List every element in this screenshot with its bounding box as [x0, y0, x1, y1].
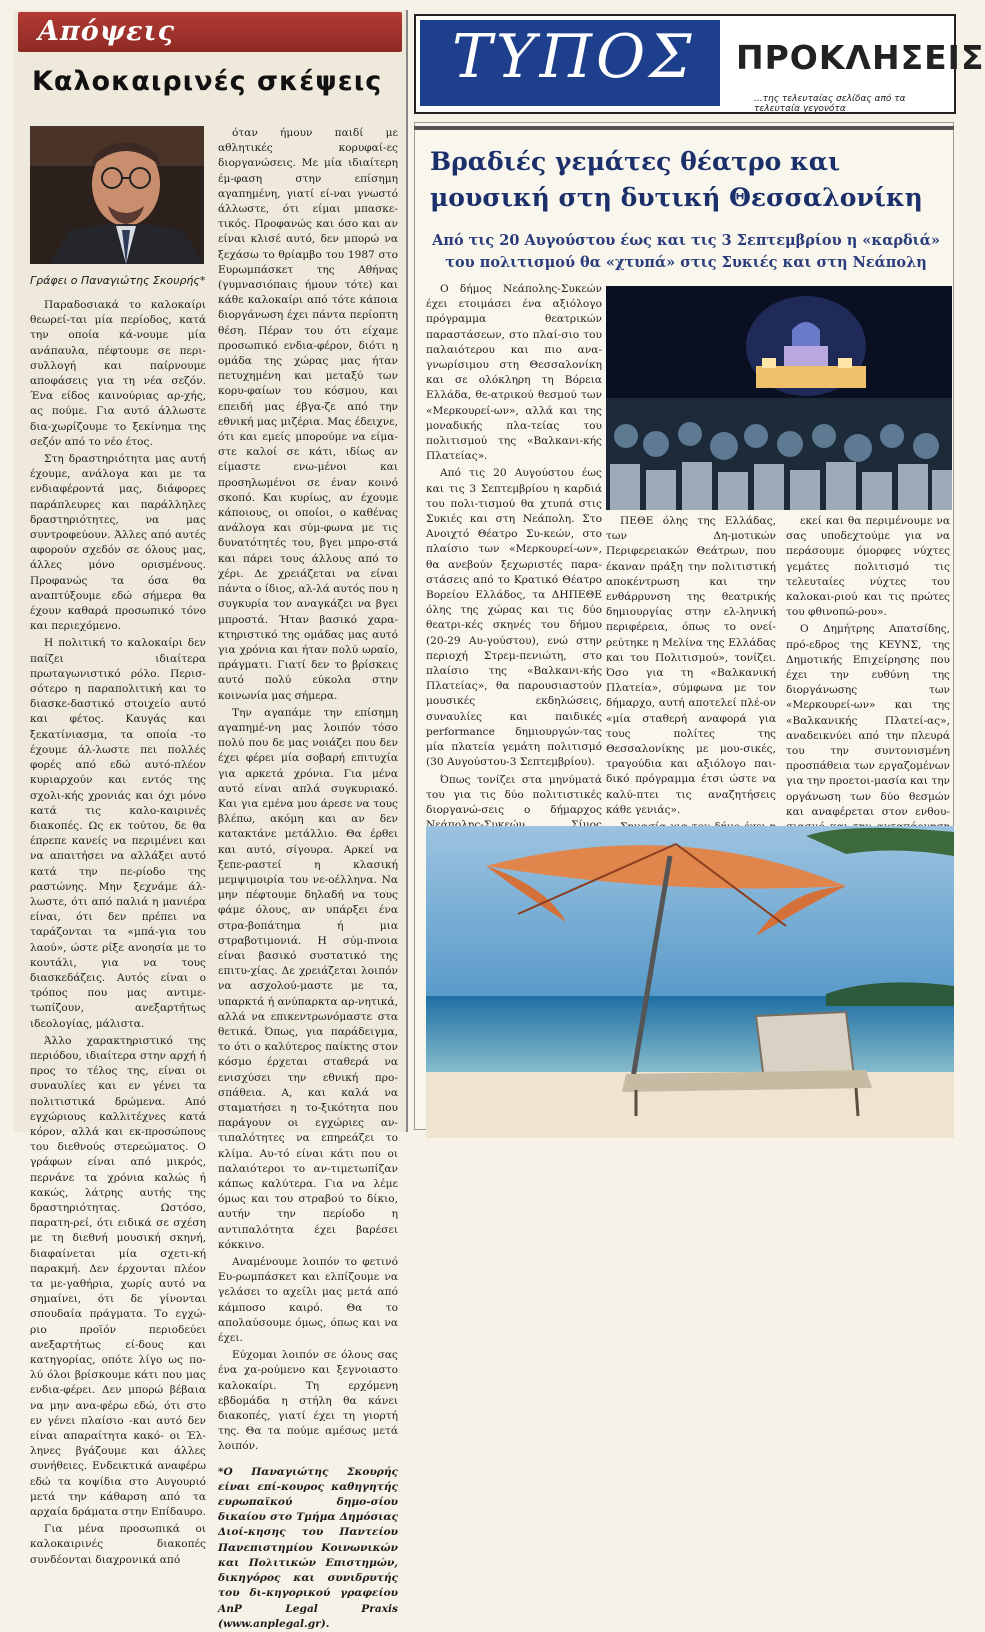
paragraph: Εύχομαι λοιπόν σε όλους σας ένα χα-ρούμενο και ξεγνοιαστο καλοκαίρι. Τη ερχόμενη εβδομάδα η στήλη θα κάνει διακοπές, γιατί έχει τη γιορτή της. Θα τα πούμε αμέσως μετά λοιπόν. — [218, 1349, 398, 1453]
opinion-text-column-2 — [218, 126, 398, 1630]
opinion-title: Καλοκαιρινές σκέψεις — [32, 66, 383, 97]
article-column-1 — [426, 282, 602, 816]
byline: Γράφει ο Παναγιώτης Σκουρής* — [30, 274, 206, 287]
article-column-3 — [786, 514, 950, 818]
paragraph: ΠΕΘΕ όλης της Ελλάδας, των Δη-μοτικών Περιφερειακών Θεάτρων, που έκαναν πράξη την πολιτιστική αποκέντρωση και την ενθάρρυνση της θεατρικής δημιουργίας στην ελ-ληνική περιφέρεια, όπως το ονεί-ρεύτηκε η Μελίνα της Ελλάδας και του Πολιτισμού», τονίζει. Όσο για τη «Βαλκανική Πλατεία», σύμφωνα με τον δήμαρχο, αυτή αποτελεί πλέ-ον «μία σταθερή αναφορά για τους πολίτες της Θεσσαλονίκης με μου-σικές, τραγούδια και αξιόλογο παι-δικό πρόγραμμα έτσι ώστε να καλύ-πτει τις αναζητήσεις κάθε γενιάς». — [606, 515, 776, 816]
beach-umbrella-photo — [426, 826, 954, 1138]
paragraph: Η πολιτική το καλοκαίρι δεν παίζει ιδιαίτερα πρωταγωνιστικό ρόλο. Περισ-σότερο η παραπολιτική και το διασκε-δαστικό στοιχείο αυτό και φέτος. Καυγάς και ξεκατίνιασμα, τα οποία -το έχουμε άλ-λωστε πει πολλές φορές από εδώ αυτό-πλέον κυριαρχούν και εντός της σχολι-κής χρονιάς και όχι μόνο κατά τις καλο-καιρινές διακοπές. Ως εκ τούτου, δε θα έπρεπε κανείς να περιμένει και να απαιτήσει να αλλάξει αυτό κατά την πε-ρίοδο της ραστώνης. Μην ξεχνάμε άλ-λωστε, ότι από παλιά η μανιέρα είναι, ότι δεν πρέπει να ταράζονται τα «μπά-για του λαού», ώστε ρίξε ανοησία με το κουτάλι, για να τους διασκεδάζεις. Αυτός είναι ο τρόπος που μας αντιμε-τωπίζουν, ανεξαρτήτως ιδεολογίας, μάλιστα. — [30, 637, 206, 1030]
author-note: *Ο Παναγιώτης Σκουρής είναι επί-κουρος καθηγητής ευρωπαϊκού δημο-σίου δικαίου στο Τμήμα Δημόσιας Διοί-κησης του Παντείου Πανεπιστημίου Κοινωνικών και Πολιτικών Επιστημών, δικηγόρος και συνιδρυτής του δι-κηγορικού γραφείου AnP Legal Praxis (www.anplegal.gr). — [218, 1465, 398, 1630]
paragraph: Παραδοσιακά το καλοκαίρι θεωρεί-ται μία περίοδος, κατά την οποία κά-νουμε μία ανάπαυλα, πέφτουμε σε περι-συλλογή και παίρνουμε αποφάσεις για τη νέα σεζόν. Ένα είδος καινούριας αρ-χής, ας πούμε. Για αυτό άλλωστε δια-χωρίζουμε το ξεκίνημα της σεζόν από το νέο έτος. — [30, 299, 206, 448]
divider — [414, 126, 954, 130]
paragraph: Ο δήμος Νεάπολης-Συκεών έχει ετοιμάσει ένα αξιόλογο πρόγραμμα θεατρικών παραστάσεων, στο πλαί-σιο του παλαιότερου και πιο ανα-γνωρίσιμου στη Θεσσαλονίκη και σε ολόκληρη τη Βόρεια Ελλάδα, θε-ατρικού θεσμού των «Μερκουρεί-ων», αλλά και της μοναδικής πλα-τείας του πολιτισμού της «Βαλκανι-κής Πλατείας». — [426, 283, 602, 463]
concert-photo — [606, 286, 952, 510]
paragraph: Όπως τονίζει στα μηνύματά του για τις δύο πολιτιστικές διοργανώ-σεις ο δήμαρχος — [426, 773, 602, 816]
beach-illustration — [426, 826, 954, 1138]
masthead-logo: ΤΥΠΟΣ — [452, 22, 696, 92]
paragraph: όταν ήμουν παιδί με αθλητικές κορυφαί-ες διοργανώσεις. Με μία ιδιαίτερη έμ-φαση στην επίσημη αγαπημένη, γιατί εί-ναι γνωστό άλλωστε, ότι είμαι μπασκε-τικός. Προφανώς και όσο και αν είναι κλισέ αυτό, δεν μπορώ να ξεχάσω το θρίαμβο του 1987 στο Ευρωμπάσκετ της Αθήνας (γυμνασιόπαις ήμουν τότε) και κάθε καλοκαίρι από τότε κάποια διοργάνωση έχει πάντα περίοπτη θέση. Πέραν του ότι είχαμε προσωπικό ενδια-φέρον, διότι η ομάδα της χώρας μας ήταν πετυχημένη και μεταξύ των κορυ-φαίων του κόσμου, και επειδή μας έβγα-ζε από την εθνική μας μιζέρια. Μας έδειχνε, ότι και εμείς μπορούμε να είμα-στε καλοί σε κάτι, ιδίως αν είμαστε ενω-μένοι και προσηλωμένοι σε έναν κοινό σκοπό. Και κυρίως, αν έχουμε κάποιους, οι οποίοι, ο καθένας ανάλογα και σύμ-φωνα με τις δυνατότητές του, βγει μπρο-στά και πάρει τους άλλους από το χέρι. Δε χρειάζεται να είναι πάντα ο ίδιος, αλ-λά αυτός που η συγκυρία τον αναγκάζει να βγει μπροστά. Ήταν βασικό χαρα-κτηριστικό της ομάδας μας αυτό για χρόνια και ήταν πολύ ωραίο, πράγματι. Γιατί δεν το βρίσκεις αυτό πολύ εύκολα στην κοινωνία μας σήμερα. — [218, 127, 398, 702]
concert-illustration — [606, 286, 952, 510]
article-column-2 — [606, 514, 776, 816]
author-portrait — [30, 126, 204, 264]
paragraph: Αναμένουμε λοιπόν το φετινό Ευ-ρωμπάσκετ και ελπίζουμε να γελάσει το αχείλι μας μετά από κάμποσο καιρό. Θα το απολαύσουμε όμως, όπως και να έχει. — [218, 1256, 398, 1345]
news-section — [414, 10, 985, 1132]
masthead-tagline: ...της τελευταίας σελίδας από τα τελευταία γεγονότα — [754, 94, 906, 114]
author-photo-illustration — [30, 126, 204, 264]
masthead — [414, 14, 985, 114]
section-label: Απόψεις — [38, 16, 176, 47]
paragraph: Ο Δημήτρης Απατσίδης, πρό-εδρος της ΚΕΥΝΣ, της Δημοτικής Επιχείρησης που έχει την ευθύνη της διοργάνωσης των «Μερκουρεί-ων» και της «Βαλκανικής Πλατεί-ας», αναδεικνύει από την πλευρά του την συντονισμένη προσπάθεια των εργαζομένων για την προετοι-μασία και την οργάνωση των δύο θεσμών και αναφέρεται στον ενθου- — [786, 623, 950, 818]
paragraph: Για μένα προσωπικά οι καλοκαιρινές διακοπές συνδέονται διαχρονικά από — [30, 1523, 206, 1566]
article-headline: Βραδιές γεμάτες θέατρο και μουσική στη δυτική Θεσσαλονίκη — [430, 147, 923, 212]
article-subhead: Από τις 20 Αυγούστου έως και τις 3 Σεπτεμβρίου η «καρδιά» του πολιτισμού θα «χτυπά» στις Συκιές και στη Νεάπολη — [432, 232, 940, 271]
paragraph: Από τις 20 Αυγούστου έως και τις 3 Σεπτεμβρίου η καρδιά του πολι-τισμού θα χτυπά στις Συκιές και στη Νεάπολη. Στο Ανοιχτό Θέατρο Συ-κεών, στο πλαίσιο των «Μερκουρεί-ων», θα ανεβούν ξεχωριστές παρα-στάσεις από το Κρατικό Θέατρο Βορείου Ελλάδος, τα ΔΗΠΕΘΕ όλης της χώρας και τις δύο θεατρι-κές σκηνές του δήμου (20-29 Αυ-γούστου), ενώ στην περιοχή Στρεμ-πενιώτη, στο πλαίσιο της «Βαλκανι-κής Πλατείας», θα παρουσιαστούν μουσικές εκδηλώσεις, συναυλίες και παιδικές performance δημιουργών-τας μία πλατεία γεμάτη πολιτισμό (30 Αυγούστου-3 Σεπτεμβρίου). — [426, 467, 602, 769]
section-label-bar — [18, 12, 402, 52]
masthead-logo-block — [420, 20, 720, 106]
paragraph: Την αγαπάμε την επίσημη αγαπημέ-νη μας λοιπόν τόσο πολύ που δε μας νοιάζει που δεν έχει φέρει μία σοβαρή επιτυχία για αρκετά χρόνια. Για μένα αυτό είναι απλά συγκυριακό. Και για εμένα μου άρεσε να τους βλέπω, ακόμη και αν δεν κατακτάνε μετάλλιο. Θα έρθει και αυτό, σίγουρα. Αρκεί να ξεπε-ραστεί η κλασική μεμψιμοιρία του νε-οέλληνα. Να μην πέφτουμε δηλαδή να τους φάμε όλους, αν υπάρξει ένα στρα-βοπάτημα ή μια στραβοτιμονιά. Η σύμ-πνοια είναι βασικό συστατικό της επιτυ-χίας. Δε χρειάζεται λοιπόν να ασχολού-μαστε με τα, υπαρκτά ή ανύπαρκτα αρ-νητικά, αλλά να επικεντρωνόμαστε στα θετικά. Όπως, για παράδειγμα, το ότι ο καλύτερος παίκτης στον κόσμο έρχεται σταθερά να ενισχύσει την εθνική προ-σπάθεια. Α, και καλά να σταματήσει η το-ξικότητα που παράγουν οι εγχώριες αν-τιπαλότητες να επηρεάζει το κλίμα. Αυ-τό είναι κάτι που οι παλαιότεροι το αν-τιμετωπίζαν κάπως καλύτερα. Για να λέμε όμως και του στραβού το δίκιο, αυτήν την περίοδο η αντιπαλότητα έχει βαρέσει κόκκινο. — [218, 706, 398, 1251]
masthead-section: ΠΡΟΚΛΗΣΕΙΣ — [736, 38, 985, 77]
opinion-column — [14, 10, 408, 1630]
opinion-text-column-1 — [30, 298, 206, 1566]
paragraph: Στη δραστηριότητα μας αυτή έχουμε, ανάλογα και με τα ενδιαφέροντά μας, διάφορες παράπλευρες και παράλληλες δραστηριότητες, να μας συντροφεύουν. Άλλες από αυτές αφορούν σχεδόν σε όλους μας, άλλες μόνο ορισμένους. Προφανώς τα όσα θα αναπτύξουμε εδώ σήμερα θα έχουν καθαρά προσωπικό τόνο και περιεχόμενο. — [30, 453, 206, 633]
paragraph: εκεί και θα περιμένουμε να σας υποδεχτούμε για να περάσουμε όμορφες νύχτες γεμάτες πολιτισμό τις τελευταίες νύχτες του καλοκαι-ριού και τις πρώτες του φθινοπώ-ρου». — [786, 515, 950, 619]
paragraph: Άλλο χαρακτηριστικό της περιόδου, ιδιαίτερα στην αρχή ή προς το τέλος της, είναι οι συναυλίες και εν γένει τα πολιτιστικά δρώμενα. Από εγχώριους καλλιτέχνες κατά κόρον, αλλά και εκ-προσώπους του διεθνούς στερεώματος. Ο γράφων είναι από μικρός, περνάνε τα χρόνια καλώς ή κακώς, λάτρης αυτής της δραστηριότητας. Ωστόσο, παρατη-ρεί, ότι ειδικά σε σχέση με τη διεθνή μουσική σκηνή, διαφαίνεται μία σχετι-κή παρακμή. Δεν έρχονται πλέον τα με-γαθήρια, χωρίς αυτό να σημαίνει, ότι δε γίνονται σπουδαία πράγματα. Το εγχώ-ριο προϊόν περιοδεύει ανεξαρτήτως εί-δους και κατηγορίας, οπότε λίγο ως πο-λύ όλοι βρίσκουμε κάτι που μας ενδια-φέρει. Δεν μπορώ βέβαια να μην ανα-φέρω εδώ, ότι στο εν γένει πλαίσιο -και αυτό δεν είναι απαραίτητα κακό- οι Έλ-ληνες βγάζουμε και άλλες συνήθειες. Ενδεικτικά αναφέρω εδώ τα κοψίδια στο Αυγουριό μετά την κάθαρση από τα αρχαία δράματα στην Επίδαυρο. — [30, 1034, 206, 1519]
